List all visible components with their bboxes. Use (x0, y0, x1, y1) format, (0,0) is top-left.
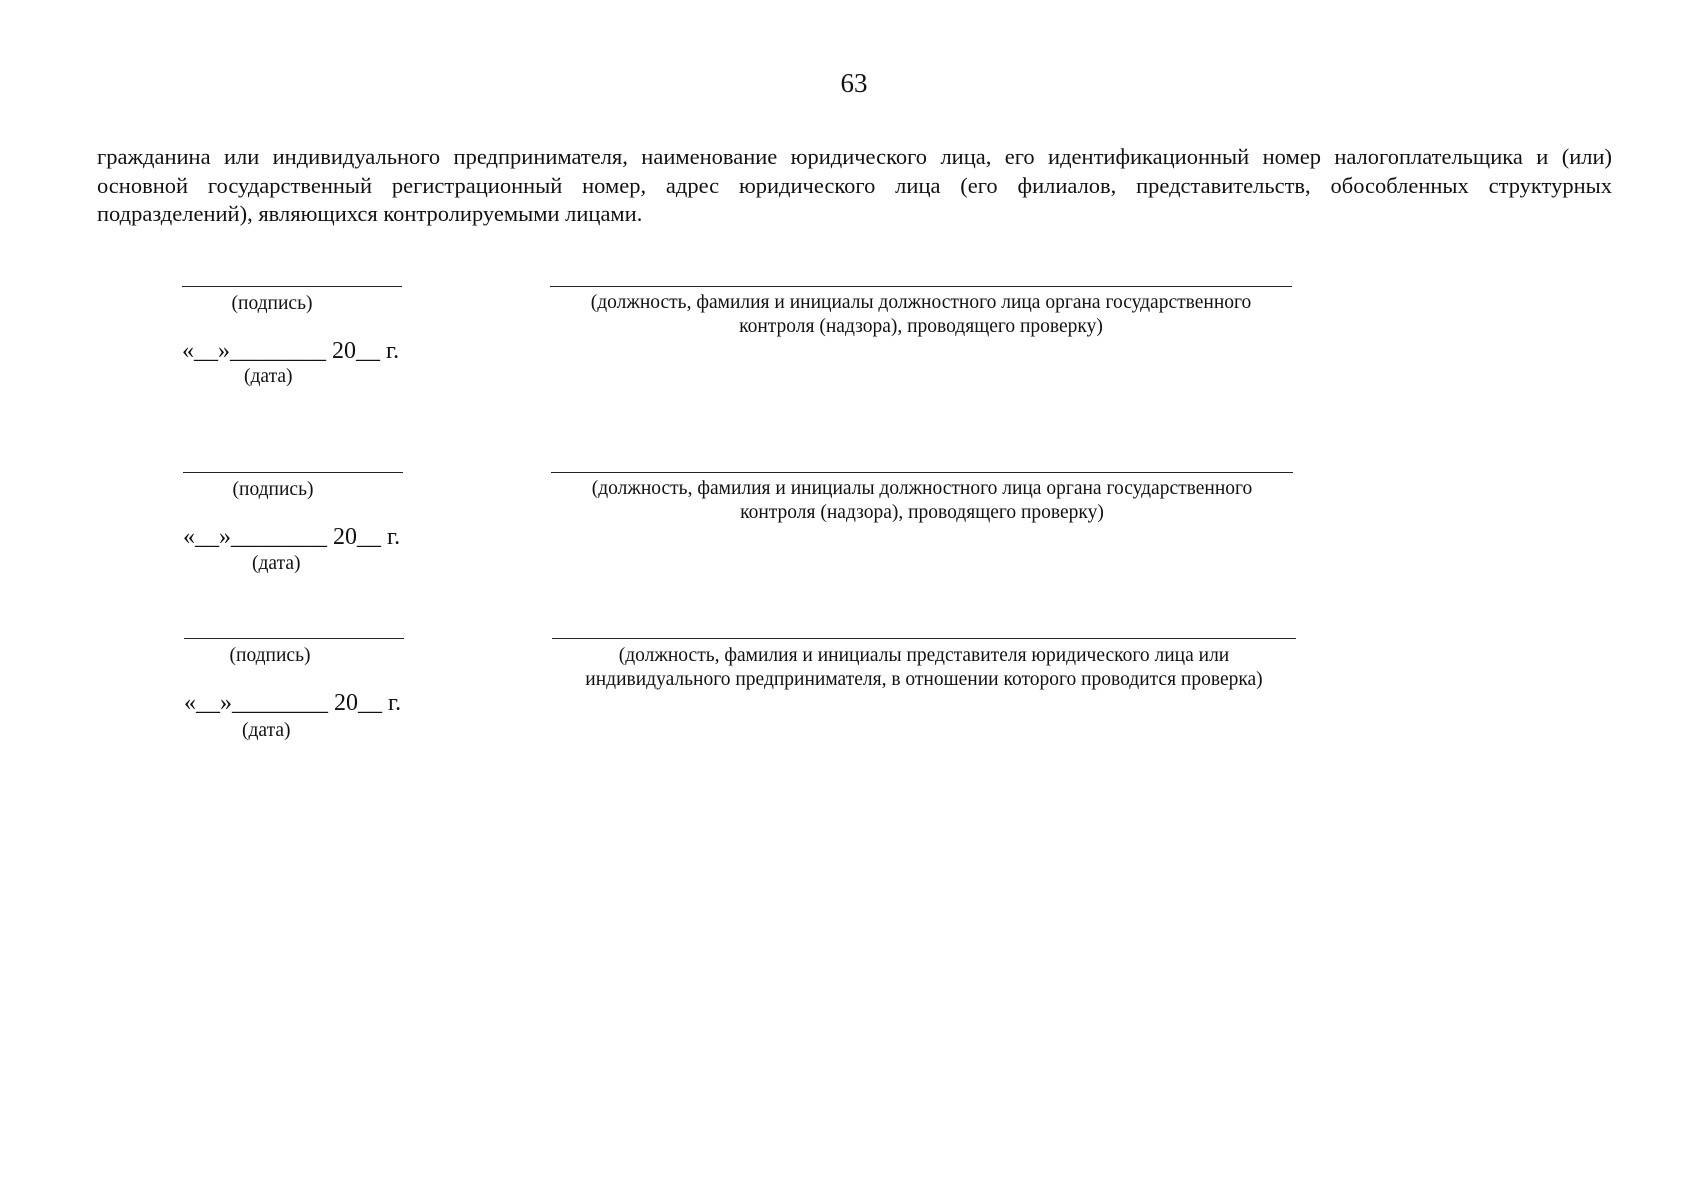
position-caption-line1: (должность, фамилия и инициалы должностного лица органа государственного (591, 478, 1253, 499)
signature-caption: (подпись) (229, 645, 311, 666)
signature-block (0, 472, 1708, 612)
signature-block (0, 286, 1708, 426)
date-template: «__»________ 20__ г. (182, 338, 400, 364)
date-caption: (дата) (252, 553, 301, 574)
date-caption: (дата) (242, 720, 291, 741)
page-number: 63 (840, 68, 868, 98)
signature-line (182, 286, 402, 287)
position-caption-line2: контроля (надзора), проводящего проверку) (740, 502, 1104, 523)
position-line (552, 638, 1296, 639)
signature-caption: (подпись) (231, 293, 313, 314)
position-line (551, 472, 1293, 473)
date-template: «__»________ 20__ г. (184, 690, 402, 716)
position-caption-line2: контроля (надзора), проводящего проверку) (739, 316, 1103, 337)
position-caption-line2: индивидуального предпринимателя, в отношении которого проводится проверка) (585, 669, 1263, 690)
intro-paragraph: гражданина или индивидуального предпринимателя, наименование юридического лица, его идентификационный номер налогоплательщика и (или) основной государственный регистрационный номер, адрес юридического лица (его филиалов, представительств, обособленных структурных подразделений), являющихся контролируемыми лицами. (97, 144, 1612, 226)
signature-caption: (подпись) (232, 479, 314, 500)
signature-block (0, 638, 1708, 778)
date-caption: (дата) (244, 366, 293, 387)
position-line (550, 286, 1292, 287)
date-template: «__»________ 20__ г. (183, 524, 401, 550)
position-caption-line1: (должность, фамилия и инициалы представителя юридического лица или (618, 645, 1230, 666)
position-caption-line1: (должность, фамилия и инициалы должностного лица органа государственного (590, 292, 1252, 313)
signature-line (183, 472, 403, 473)
signature-line (184, 638, 404, 639)
